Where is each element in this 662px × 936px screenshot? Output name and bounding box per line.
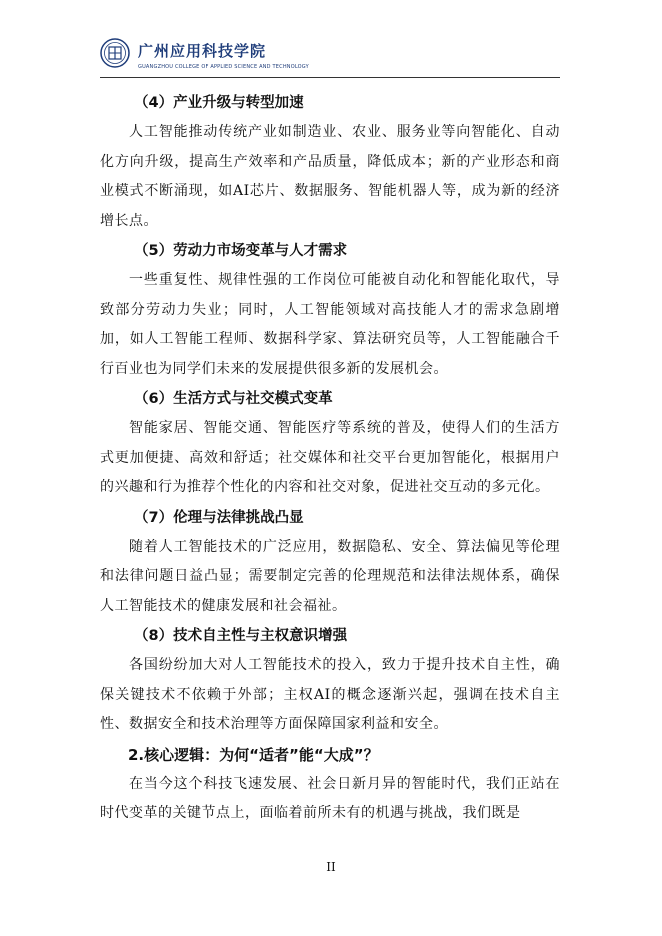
college-logo xyxy=(138,40,309,70)
section-heading-7: （7）伦理与法律挑战凸显 xyxy=(134,509,304,526)
header-divider xyxy=(100,77,560,78)
section-heading-5: （5）劳动力市场变革与人才需求 xyxy=(134,243,348,259)
section-text-core-logic: 在当今这个科技飞速发展、社会日新月异的智能时代，我们正站在时代变革的关键节点上，面临着前所未有的机遇与挑战，我们既是 xyxy=(100,775,560,821)
section-text-8: 各国纷纷加大对人工智能技术的投入，致力于提升技术自主性，确保关键技术不依赖于外部；主权AI的概念逐渐兴起，强调在技术自主性、数据安全和技术治理等方面保障国家利益和安全。 xyxy=(100,657,560,732)
college-name-cn: 广州应用科技学院 xyxy=(138,42,267,60)
page-header xyxy=(100,38,560,78)
section-heading-core-logic: 2.核心逻辑：为何“适者”能“大成”？ xyxy=(128,745,379,764)
section-text-7: 随着人工智能技术的广泛应用，数据隐私、安全、算法偏见等伦理和法律问题日益凸显；需要制定完善的伦理规范和法律法规体系，确保人工智能技术的健康发展和社会福祉。 xyxy=(100,538,560,614)
page-content xyxy=(100,88,560,829)
section-heading-6: （6）生活方式与社交模式变革 xyxy=(134,391,333,407)
section-text-5: 一些重复性、规律性强的工作岗位可能被自动化和智能化取代，导致部分劳动力失业；同时，人工智能领域对高技能人才的需求急剧增加，如人工智能工程师、数据科学家、算法研究员等，人工智能融合千行百业也为同学们未来的发展提供很多新的发展机会。 xyxy=(100,272,560,377)
section-text-6: 智能家居、智能交通、智能医疗等系统的普及，使得人们的生活方式更加便捷、高效和舒适；社交媒体和社交平台更加智能化，根据用户的兴趣和行为推荐个性化的内容和社交对象，促进社交互动的多元化。 xyxy=(100,420,560,495)
page-number: II xyxy=(326,860,336,874)
college-seal-icon xyxy=(100,38,130,68)
college-name-en: GUANGZHOU COLLEGE OF APPLIED SCIENCE AND TECHNOLOGY xyxy=(138,64,309,70)
section-heading-8: （8）技术自主性与主权意识增强 xyxy=(134,628,348,644)
section-heading-4: （4）产业升级与转型加速 xyxy=(134,95,304,111)
section-text-4: 人工智能推动传统产业如制造业、农业、服务业等向智能化、自动化方向升级，提高生产效率和产品质量，降低成本；新的产业形态和商业模式不断涌现，如AI芯片、数据服务、智能机器人等，成为新的经济增长点。 xyxy=(100,124,560,229)
